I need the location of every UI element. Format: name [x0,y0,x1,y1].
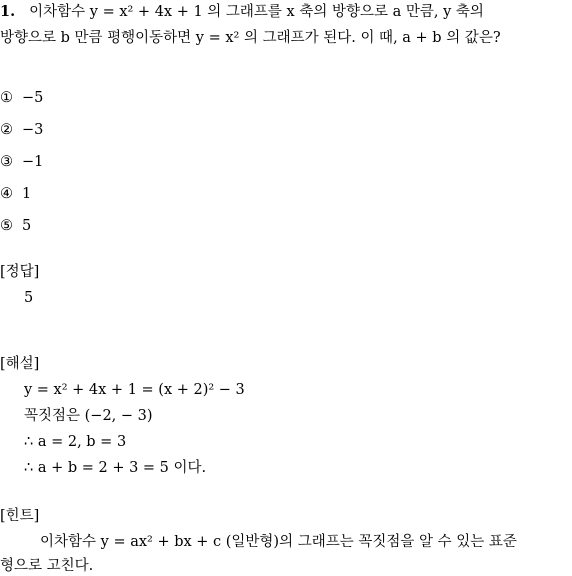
answer-label: [정답] [0,264,40,280]
question-line-1 [0,2,484,22]
choice-4-marker: ④ [0,186,13,202]
choice-3-marker: ③ [0,154,13,170]
choice-4[interactable] [0,184,31,204]
explanation-label: [해설] [0,356,40,372]
choice-5-marker: ⑤ [0,218,13,234]
choice-1[interactable] [0,88,43,108]
choice-3-value: −1 [22,154,44,170]
question-line-2 [0,28,501,48]
choice-1-marker: ① [0,90,13,106]
hint-label: [힌트] [0,508,40,524]
choice-5-value: 5 [22,218,32,234]
answer-value: 5 [24,290,34,306]
choice-5[interactable] [0,216,31,236]
choice-2[interactable] [0,120,43,140]
choice-4-value: 1 [22,186,32,202]
question-text-line-1: 이차함수 y = x² + 4x + 1 의 그래프를 x 축의 방향으로 a 만큼, y 축의 [29,4,484,20]
choice-2-value: −3 [22,122,44,138]
choice-1-value: −5 [22,90,44,106]
explanation-line-1: y = x² + 4x + 1 = (x + 2)² − 3 [24,382,245,398]
explanation-line-4: ∴ a + b = 2 + 3 = 5 이다. [24,460,207,476]
question-text-line-2: 방향으로 b 만큼 평행이동하면 y = x² 의 그래프가 된다. 이 때, a + b 의 값은? [0,30,501,46]
question-number: 1. [0,3,16,20]
choice-3[interactable] [0,152,43,172]
hint-line-1: 이차함수 y = ax² + bx + c (일반형)의 그래프는 꼭짓점을 알 수 있는 표준 [40,534,517,550]
hint-line-2: 형으로 고친다. [0,558,94,574]
explanation-line-3: ∴ a = 2, b = 3 [24,434,127,450]
choice-2-marker: ② [0,122,13,138]
explanation-line-2: 꼭짓점은 (−2, − 3) [24,408,153,424]
